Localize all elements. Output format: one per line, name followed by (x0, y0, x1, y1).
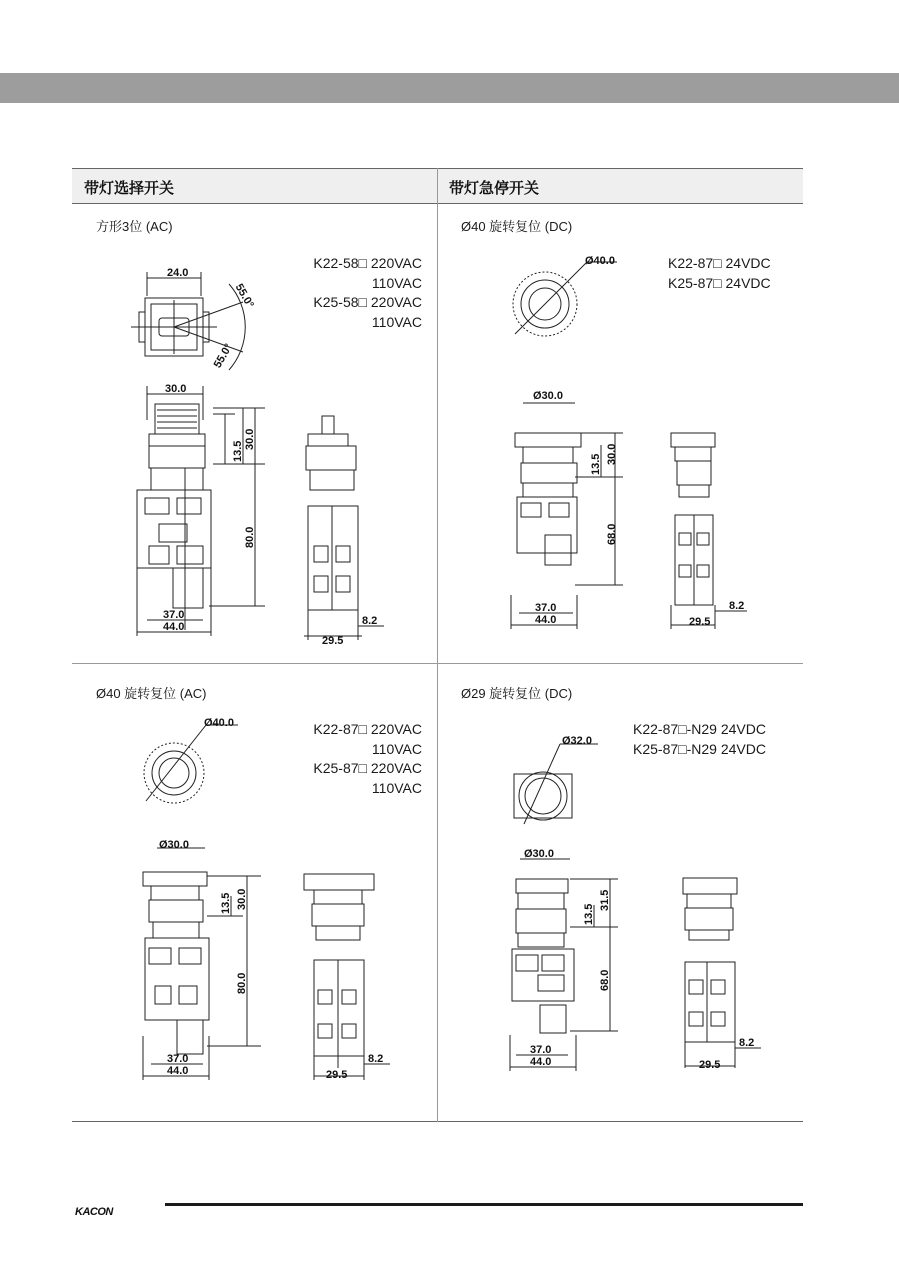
footer-rule (165, 1203, 803, 1206)
panel-1-dim-angle-lower: 55.0° (211, 341, 235, 371)
panel-2-front-view (505, 385, 635, 635)
table-column-divider (437, 168, 438, 1122)
panel-1-model-list: K22-58□ 220VAC 110VAC K25-58□ 220VAC 110VAC (313, 255, 422, 330)
panel-4-top-view (500, 730, 610, 830)
panel-1-dim-angle-upper: 55.0° (232, 281, 256, 311)
panel-1-front-view (125, 380, 275, 642)
panel-2-dim-side-offset: 8.2 (729, 600, 745, 612)
panel-2-dim-height-lower: 68.0 (606, 523, 618, 545)
panel-2-top-view (505, 252, 635, 352)
panel-3-top-view (140, 715, 260, 815)
panel-1-dim-cap-width: 30.0 (165, 383, 187, 395)
panel-4-dim-total-width: 44.0 (530, 1056, 552, 1068)
panel-4-dim-cap-diameter: Ø30.0 (524, 848, 554, 860)
column-title-illuminated-selector: 带灯选择开关 (84, 180, 175, 197)
panel-2-dim-total-width: 44.0 (535, 614, 557, 626)
panel-3-dim-cap-diameter: Ø30.0 (159, 839, 189, 851)
panel-3-dim-bezel: 13.5 (220, 892, 232, 914)
panel-2-side-view (665, 425, 755, 635)
panel-4-side-view (675, 872, 765, 1072)
panel-1-dim-side-offset: 8.2 (362, 615, 378, 627)
header-cell-right (438, 169, 803, 203)
panel-4-dim-height-lower: 68.0 (599, 969, 611, 991)
panel-4-dim-side-width: 29.5 (699, 1059, 721, 1071)
panel-2-dim-height-upper: 30.0 (606, 443, 618, 465)
header-cell-left (72, 169, 437, 203)
panel-4-dim-body-width: 37.0 (530, 1044, 552, 1056)
top-banner-bar (0, 73, 899, 103)
panel-2-subtitle: Ø40 旋转复位 (DC) (461, 219, 573, 234)
panel-1-top-view (125, 262, 260, 387)
kacon-logo (75, 1197, 153, 1219)
panel-2-dim-diameter: Ø40.0 (585, 255, 615, 267)
panel-4-subtitle: Ø29 旋转复位 (DC) (461, 686, 573, 701)
panel-3-model-list: K22-87□ 220VAC 110VAC K25-87□ 220VAC 110VAC (313, 721, 422, 796)
panel-4-dim-side-offset: 8.2 (739, 1037, 755, 1049)
panel-1-dim-height-upper: 30.0 (244, 428, 256, 450)
column-title-illuminated-emergency-stop: 带灯急停开关 (449, 180, 540, 197)
panel-1-dim-bezel: 13.5 (232, 440, 244, 462)
panel-1-dim-width: 24.0 (167, 267, 189, 279)
panel-3-dim-height-upper: 30.0 (236, 888, 248, 910)
panel-3-dim-body-width: 37.0 (167, 1053, 189, 1065)
panel-1-dim-body-width: 37.0 (163, 609, 185, 621)
panel-4-dim-diameter: Ø32.0 (562, 735, 592, 747)
panel-3-side-view (300, 868, 395, 1088)
panel-2-dim-body-width: 37.0 (535, 602, 557, 614)
panel-3-dim-diameter: Ø40.0 (204, 717, 234, 729)
panel-3-dim-total-width: 44.0 (167, 1065, 189, 1077)
panel-3-dim-side-offset: 8.2 (368, 1053, 384, 1065)
panel-4-dim-height-upper: 31.5 (599, 889, 611, 911)
panel-3-subtitle: Ø40 旋转复位 (AC) (96, 686, 207, 701)
panel-3-front-view (135, 836, 270, 1086)
panel-4-dim-bezel: 13.5 (583, 903, 595, 925)
panel-3-dim-height-lower: 80.0 (236, 972, 248, 994)
panel-2-dim-bezel: 13.5 (590, 453, 602, 475)
panel-2-model-list: K22-87□ 24VDC K25-87□ 24VDC (668, 255, 771, 291)
panel-1-dim-total-width: 44.0 (163, 621, 185, 633)
panel-4-model-list: K22-87□-N29 24VDC K25-87□-N29 24VDC (633, 721, 766, 757)
panel-1-side-view (300, 400, 390, 650)
panel-1-dim-side-width: 29.5 (322, 635, 344, 647)
panel-2-dim-side-width: 29.5 (689, 616, 711, 628)
panel-4-front-view (500, 845, 630, 1075)
kacon-logo-text: KACON (75, 1206, 113, 1218)
panel-2-dim-cap-diameter: Ø30.0 (533, 390, 563, 402)
panel-3-dim-side-width: 29.5 (326, 1069, 348, 1081)
panel-1-subtitle: 方形3位 (AC) (96, 219, 173, 234)
panel-1-dim-height-lower: 80.0 (244, 526, 256, 548)
